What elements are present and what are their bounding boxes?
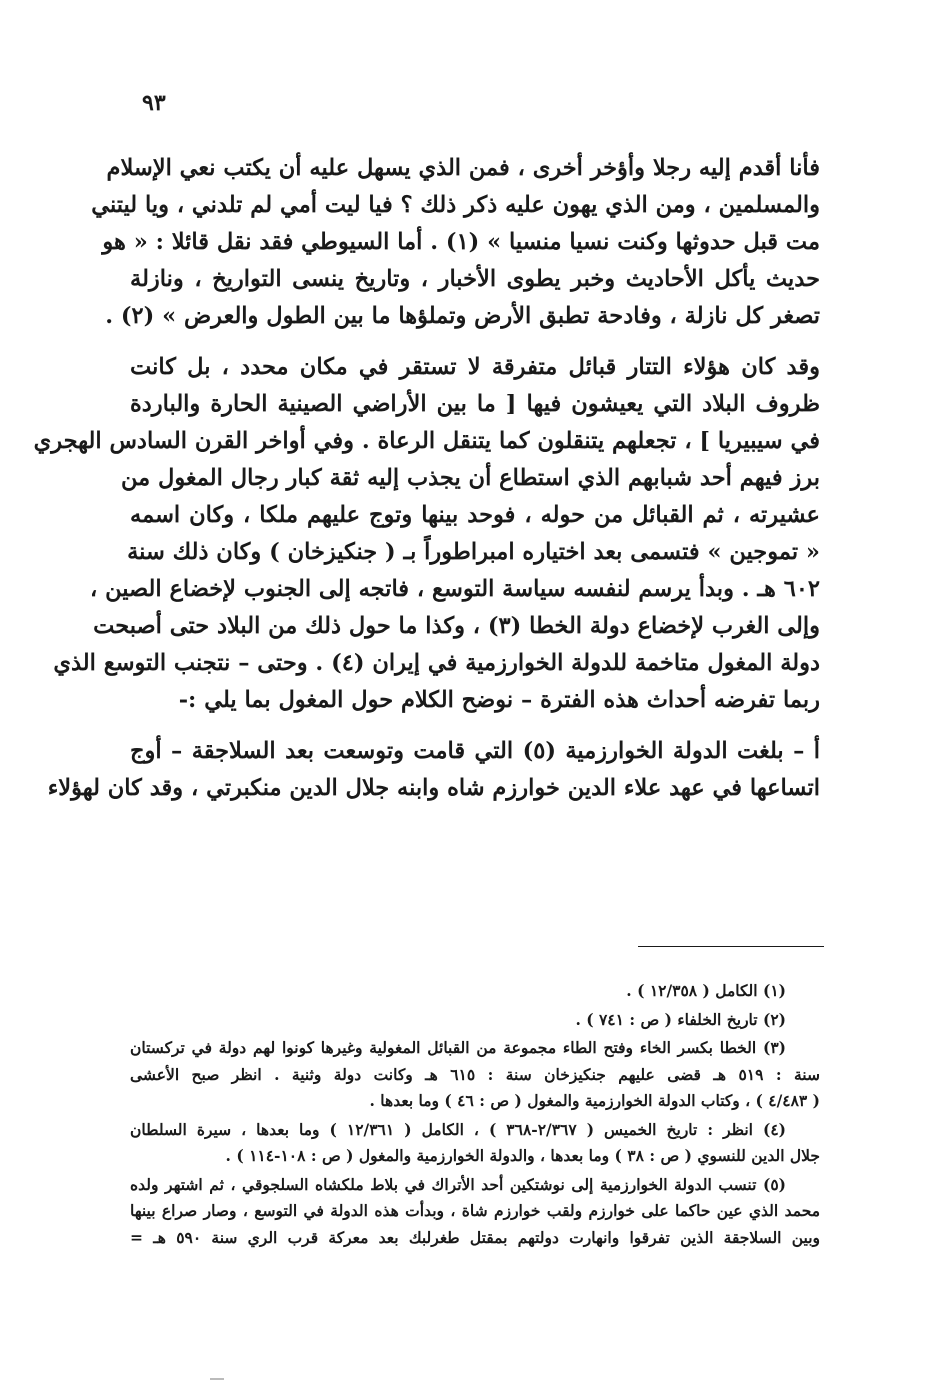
footnote-line: (٢) تاريخ الخلفاء ( ص : ٧٤١ ) .: [575, 1009, 786, 1029]
text-line: فأنا أقدم إليه رجلا وأؤخر أخرى ، فمن الذي يسهل عليه أن يكتب نعي الإسلام: [106, 155, 820, 181]
footnote-line: جلال الدين للنسوي ( ص : ٣٨ ) وما بعدها ، والدولة الخوارزمية والمغول ( ص : ١٠٨-١١٤ ) .: [225, 1146, 820, 1165]
text-line: أ – بلغت الدولة الخوارزمية (٥) التي قامت وتوسعت بعد السلاجقة – أوج: [130, 738, 820, 764]
footnote-2: [130, 1007, 820, 1034]
footnote-separator: [638, 946, 824, 947]
text-line: مت قبل حدوثها وكنت نسيا منسيا » (١) . أما السيوطي فقد نقل قائلا : « هو: [102, 229, 820, 255]
footnote-line: محمد الذي عين حاكما على خوارزم ولقب خوارزم شاة ، وبدأت هذه الدولة في التوسع ، وصار صراع بينها: [130, 1201, 820, 1220]
paragraph-3: [47, 733, 820, 807]
text-line: دولة المغول متاخمة للدولة الخوارزمية في إيران (٤) . وحتى – نتجنب التوسع الذي: [53, 650, 820, 676]
footnote-1: [130, 978, 820, 1005]
text-line: ظروف البلاد التي يعيشون فيها [ ما بين الأراضي الصينية الحارة والباردة: [130, 391, 820, 417]
footnote-line: (٥) تنسب الدولة الخوارزمية إلى نوشتكين أحد الأتراك في بلاط ملكشاه السلجوقي ، ثم اشتهر ولده: [130, 1174, 786, 1194]
footnote-line: (٤) انظر : تاريخ الخميس ( ٢/٣٦٧-٣٦٨ ) ، الكامل ( ١٢/٣٦١ ) وما بعدها ، سيرة السلطان: [130, 1119, 786, 1139]
footnotes: [130, 978, 820, 1251]
paragraph-1: [91, 150, 820, 335]
text-line: وقد كان هؤلاء التتار قبائل متفرقة لا تستقر في مكان محدد ، بل كانت: [130, 354, 820, 380]
text-line: تصغر كل نازلة ، وفادحة تطبق الأرض وتملؤها ما بين الطول والعرض » (٢) .: [105, 303, 820, 329]
footnote-line: ( ٤/٤٨٣ ) ، وكتاب الدولة الخوارزمية والمغول ( ص : ٤٦ ) وما بعدها .: [369, 1091, 820, 1110]
text-line: وإلى الغرب لإخضاع دولة الخطا (٣) ، وكذا ما حول ذلك من البلاد حتى أصبحت: [93, 613, 820, 639]
scan-speck: [210, 1378, 224, 1380]
footnote-5: [130, 1172, 820, 1252]
main-text: [33, 150, 820, 807]
text-line: في سيبيريا ] ، تجعلهم يتنقلون كما يتنقل الرعاة . وفي أواخر القرن السادس الهجري: [33, 428, 820, 454]
text-line: ربما تفرضه أحداث هذه الفترة – نوضح الكلام حول المغول بما يلي :-: [178, 687, 820, 713]
footnote-line: وبين السلاجقة الذين تفرقوا وانهارت دولتهم بمقتل طغرلبك بعد معركة قرب الري سنة ٥٩٠ هـ =: [130, 1227, 820, 1247]
footnote-4: [130, 1117, 820, 1170]
footnote-line: (١) الكامل ( ١٢/٣٥٨ ) .: [626, 981, 786, 1000]
footnote-line: سنة : ٥١٩ هـ قضى عليهم جنكيزخان سنة : ٦١٥ هـ وكانت دولة وثنية . انظر صبح الأعشى: [130, 1064, 820, 1084]
footnote-3: [130, 1035, 820, 1115]
footnote-line: (٣) الخطا بكسر الخاء وفتح الطاء مجموعة من القبائل المغولية وغيرها كونوا لهم دولة في تركستان: [130, 1038, 786, 1057]
text-line: عشيرته ، ثم القبائل من حوله ، فوحد بينها وتوج عليهم ملكا ، وكان اسمه: [130, 502, 820, 528]
text-line: والمسلمين ، ومن الذي يهون عليه ذكر ذلك ؟ فيا ليت أمي لم تلدني ، ويا ليتني: [91, 192, 820, 218]
text-line: « تموجين » فتسمى بعد اختياره امبراطوراً بـ ( جنكيزخان ) وكان ذلك سنة: [127, 539, 820, 565]
text-line: ٦٠٢ هـ . وبدأ يرسم لنفسه سياسة التوسع ، فاتجه إلى الجنوب لإخضاع الصين ،: [90, 576, 820, 602]
text-line: حديث يأكل الأحاديث وخبر يطوى الأخبار ، وتاريخ ينسى التواريخ ، ونازلة: [130, 266, 820, 292]
paragraph-2: [33, 349, 820, 719]
text-line: اتساعها في عهد علاء الدين خوارزم شاه وابنه جلال الدين منكبرتي ، وقد كان لهؤلاء: [47, 775, 820, 801]
page-number: ٩٣: [142, 90, 166, 116]
text-line: برز فيهم أحد شبابهم الذي استطاع أن يجذب إليه ثقة كبار رجال المغول من: [120, 465, 820, 491]
